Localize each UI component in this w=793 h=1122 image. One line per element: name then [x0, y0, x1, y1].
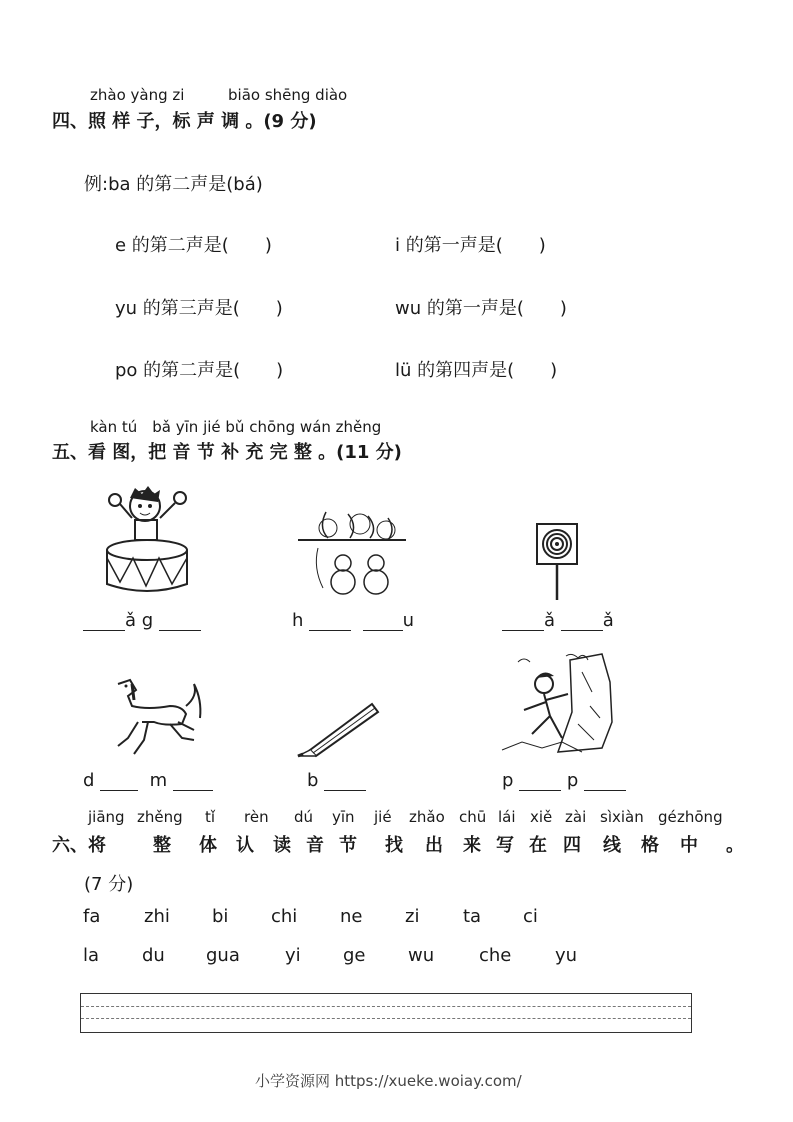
sec4-pinyin-2: biāo shēng diào	[228, 86, 348, 104]
syllable: la	[83, 945, 100, 966]
pencil-icon	[296, 700, 380, 758]
sec6-title-char: 格	[641, 835, 659, 856]
sec4-item-4: wu 的第一声是( )	[395, 298, 567, 319]
sec6-title-char: 找	[385, 835, 403, 856]
sec5-row1-item-1: ǎ g	[83, 610, 201, 631]
sec6-pinyin: dú	[294, 808, 314, 826]
syllable: yu	[555, 945, 578, 966]
sec6-pinyin: xiě	[530, 808, 553, 826]
sec6-title-char: 整	[153, 835, 171, 856]
gourd-vine-icon	[298, 508, 408, 600]
syllable: fa	[83, 906, 101, 927]
sec6-pinyin: chū	[459, 808, 487, 826]
sec6-title-char: 线	[603, 835, 621, 856]
sec5-title: 五、看 图，把 音 节 补 充 完 整 。(11 分)	[52, 442, 402, 463]
syllable: ci	[523, 906, 538, 927]
sec4-item-3: yu 的第三声是( )	[115, 298, 283, 319]
sec5-row1-item-2: h u	[292, 610, 415, 631]
syllable: gua	[206, 945, 240, 966]
sec4-example: 例:ba 的第二声是(bá)	[84, 174, 263, 195]
sec4-item-2: i 的第一声是( )	[395, 235, 546, 256]
sec6-title-char: 在	[529, 835, 547, 856]
sec6-title-char: 六、将	[52, 835, 106, 856]
sec6-pinyin: jiāng	[88, 808, 125, 826]
sec6-title-char: 中	[680, 835, 698, 856]
sec6-title-char: 四	[563, 835, 581, 856]
sec6-title-char: 节	[339, 835, 357, 856]
sec6-title-char: 写	[496, 835, 514, 856]
climber-icon	[502, 652, 614, 756]
sec5-row2-item-2: b	[307, 770, 366, 791]
sec6-title-char: 出	[425, 835, 443, 856]
syllable: zi	[405, 906, 420, 927]
sec5-pinyin: kàn tú bǎ yīn jié bǔ chōng wán zhěng	[90, 418, 382, 436]
sec6-title-char: 。	[726, 835, 744, 856]
sec6-score: (7 分)	[84, 874, 134, 895]
sec5-row1-item-3: ǎ ǎ	[502, 610, 614, 631]
sec6-title-char: 认	[236, 835, 254, 856]
sec5-row2-item-1: d m	[83, 770, 213, 791]
syllable: bi	[212, 906, 229, 927]
syllable: chi	[271, 906, 298, 927]
four-line-grid[interactable]	[80, 993, 692, 1033]
sec4-item-1: e 的第二声是( )	[115, 235, 272, 256]
sec6-pinyin: zhěng	[137, 808, 183, 826]
sec4-title: 四、照 样 子，标 声 调 。(9 分)	[52, 111, 317, 132]
syllable: ta	[463, 906, 482, 927]
target-icon	[535, 522, 580, 602]
syllable: yi	[285, 945, 301, 966]
sec6-pinyin: tǐ	[205, 808, 216, 826]
sec6-pinyin: sì	[600, 808, 612, 826]
sec6-pinyin: zhōng	[677, 808, 723, 826]
drum-boy-icon	[100, 478, 195, 598]
sec6-pinyin: zài	[565, 808, 587, 826]
syllable: wu	[408, 945, 435, 966]
sec4-item-6: lü 的第四声是( )	[395, 360, 558, 381]
sec6-pinyin: gé	[658, 808, 677, 826]
syllable: du	[142, 945, 165, 966]
sec6-title-char: 体	[199, 835, 217, 856]
syllable: zhi	[144, 906, 170, 927]
sec6-pinyin: lái	[498, 808, 516, 826]
horse-icon	[98, 676, 206, 758]
footer-source: 小学资源网 https://xueke.woiay.com/	[255, 1072, 522, 1090]
sec4-item-5: po 的第二声是( )	[115, 360, 284, 381]
syllable: che	[479, 945, 512, 966]
sec6-title-char: 读	[273, 835, 291, 856]
syllable: ge	[343, 945, 366, 966]
sec6-title-char: 来	[463, 835, 481, 856]
syllable: ne	[340, 906, 363, 927]
sec4-pinyin-1: zhào yàng zi	[90, 86, 185, 104]
sec5-row2-item-3: p p	[502, 770, 626, 791]
sec6-title-char: 音	[306, 835, 324, 856]
sec6-pinyin: rèn	[244, 808, 269, 826]
sec6-pinyin: zhǎo	[409, 808, 445, 826]
sec6-pinyin: jié	[374, 808, 392, 826]
sec6-pinyin: yīn	[332, 808, 355, 826]
sec6-pinyin: xiàn	[612, 808, 644, 826]
